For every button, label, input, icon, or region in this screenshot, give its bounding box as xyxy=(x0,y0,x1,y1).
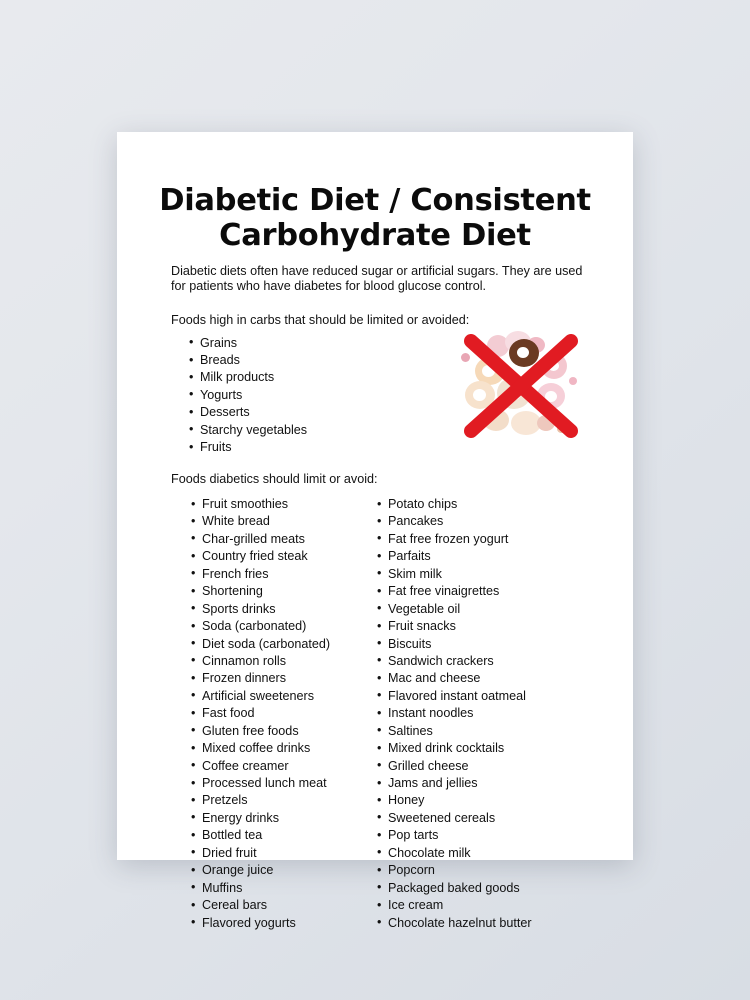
list-item: • Pancakes xyxy=(377,513,617,530)
page-title: Diabetic Diet / Consistent Carbohydrate Diet xyxy=(159,183,591,253)
list-item: • Mixed coffee drinks xyxy=(191,740,367,757)
list-item: • Processed lunch meat xyxy=(191,775,367,792)
list-item: • Jams and jellies xyxy=(377,775,617,792)
list-item: • Chocolate hazelnut butter xyxy=(377,915,617,932)
list-item: • Shortening xyxy=(191,583,367,600)
donuts-with-red-x-icon xyxy=(453,331,585,443)
list-item: • Skim milk xyxy=(377,566,617,583)
list-item: • Bottled tea xyxy=(191,827,367,844)
avoid-columns xyxy=(117,487,633,932)
list-item: • Desserts xyxy=(189,404,633,421)
list-item: • Country fried steak xyxy=(191,548,367,565)
list-item: • Mac and cheese xyxy=(377,670,617,687)
list-item: • Fruit smoothies xyxy=(191,496,367,513)
list-item: • Saltines xyxy=(377,723,617,740)
list-item: • Parfaits xyxy=(377,548,617,565)
avoid-column-left xyxy=(117,496,367,932)
avoid-list-left xyxy=(117,496,367,932)
list-item: • Pop tarts xyxy=(377,827,617,844)
list-item: • Vegetable oil xyxy=(377,601,617,618)
list-item: • Cinnamon rolls xyxy=(191,653,367,670)
list-item: • Fast food xyxy=(191,705,367,722)
list-item: • Grilled cheese xyxy=(377,758,617,775)
list-item: • Milk products xyxy=(189,369,633,386)
avoid-column-right xyxy=(367,496,617,932)
list-item: • Ice cream xyxy=(377,897,617,914)
list-item: • Mixed drink cocktails xyxy=(377,740,617,757)
list-item: • Diet soda (carbonated) xyxy=(191,636,367,653)
list-item: • Frozen dinners xyxy=(191,670,367,687)
list-item: • Cereal bars xyxy=(191,897,367,914)
list-item: • French fries xyxy=(191,566,367,583)
list-item: • Packaged baked goods xyxy=(377,880,617,897)
list-item: • Sweetened cereals xyxy=(377,810,617,827)
list-item: • Instant noodles xyxy=(377,705,617,722)
list-item: • Energy drinks xyxy=(191,810,367,827)
list-item: • Artificial sweeteners xyxy=(191,688,367,705)
red-x-icon xyxy=(453,331,585,443)
list-item: • Fruits xyxy=(189,439,633,456)
high-carb-section xyxy=(117,329,633,457)
list-item: • Biscuits xyxy=(377,636,617,653)
avoid-list-right xyxy=(367,496,617,932)
list-item: • Pretzels xyxy=(191,792,367,809)
list-item: • Flavored instant oatmeal xyxy=(377,688,617,705)
poster-content xyxy=(117,132,633,930)
subheading-avoid: Foods diabetics should limit or avoid: xyxy=(171,471,378,486)
list-item: • Dried fruit xyxy=(191,845,367,862)
subheading-high-carb: Foods high in carbs that should be limited or avoided: xyxy=(171,313,470,328)
poster xyxy=(117,132,633,930)
list-item: • Coffee creamer xyxy=(191,758,367,775)
list-item: • Popcorn xyxy=(377,862,617,879)
list-item: • Fruit snacks xyxy=(377,618,617,635)
list-item: • Muffins xyxy=(191,880,367,897)
list-item: • Gluten free foods xyxy=(191,723,367,740)
list-item: • Fat free frozen yogurt xyxy=(377,531,617,548)
list-item: • Flavored yogurts xyxy=(191,915,367,932)
list-item: • Starchy vegetables xyxy=(189,422,633,439)
list-item: • Potato chips xyxy=(377,496,617,513)
list-item: • Orange juice xyxy=(191,862,367,879)
list-item: • Sports drinks xyxy=(191,601,367,618)
intro-paragraph: Diabetic diets often have reduced sugar or artificial sugars. They are used for patients who have diabetes for blood glucose control. xyxy=(171,263,583,294)
list-item: • Breads xyxy=(189,352,633,369)
list-item: • Grains xyxy=(189,335,633,352)
list-item: • Yogurts xyxy=(189,387,633,404)
list-item: • Honey xyxy=(377,792,617,809)
list-item: • Fat free vinaigrettes xyxy=(377,583,617,600)
list-item: • White bread xyxy=(191,513,367,530)
list-item: • Soda (carbonated) xyxy=(191,618,367,635)
list-item: • Chocolate milk xyxy=(377,845,617,862)
list-item: • Char-grilled meats xyxy=(191,531,367,548)
list-item: • Sandwich crackers xyxy=(377,653,617,670)
